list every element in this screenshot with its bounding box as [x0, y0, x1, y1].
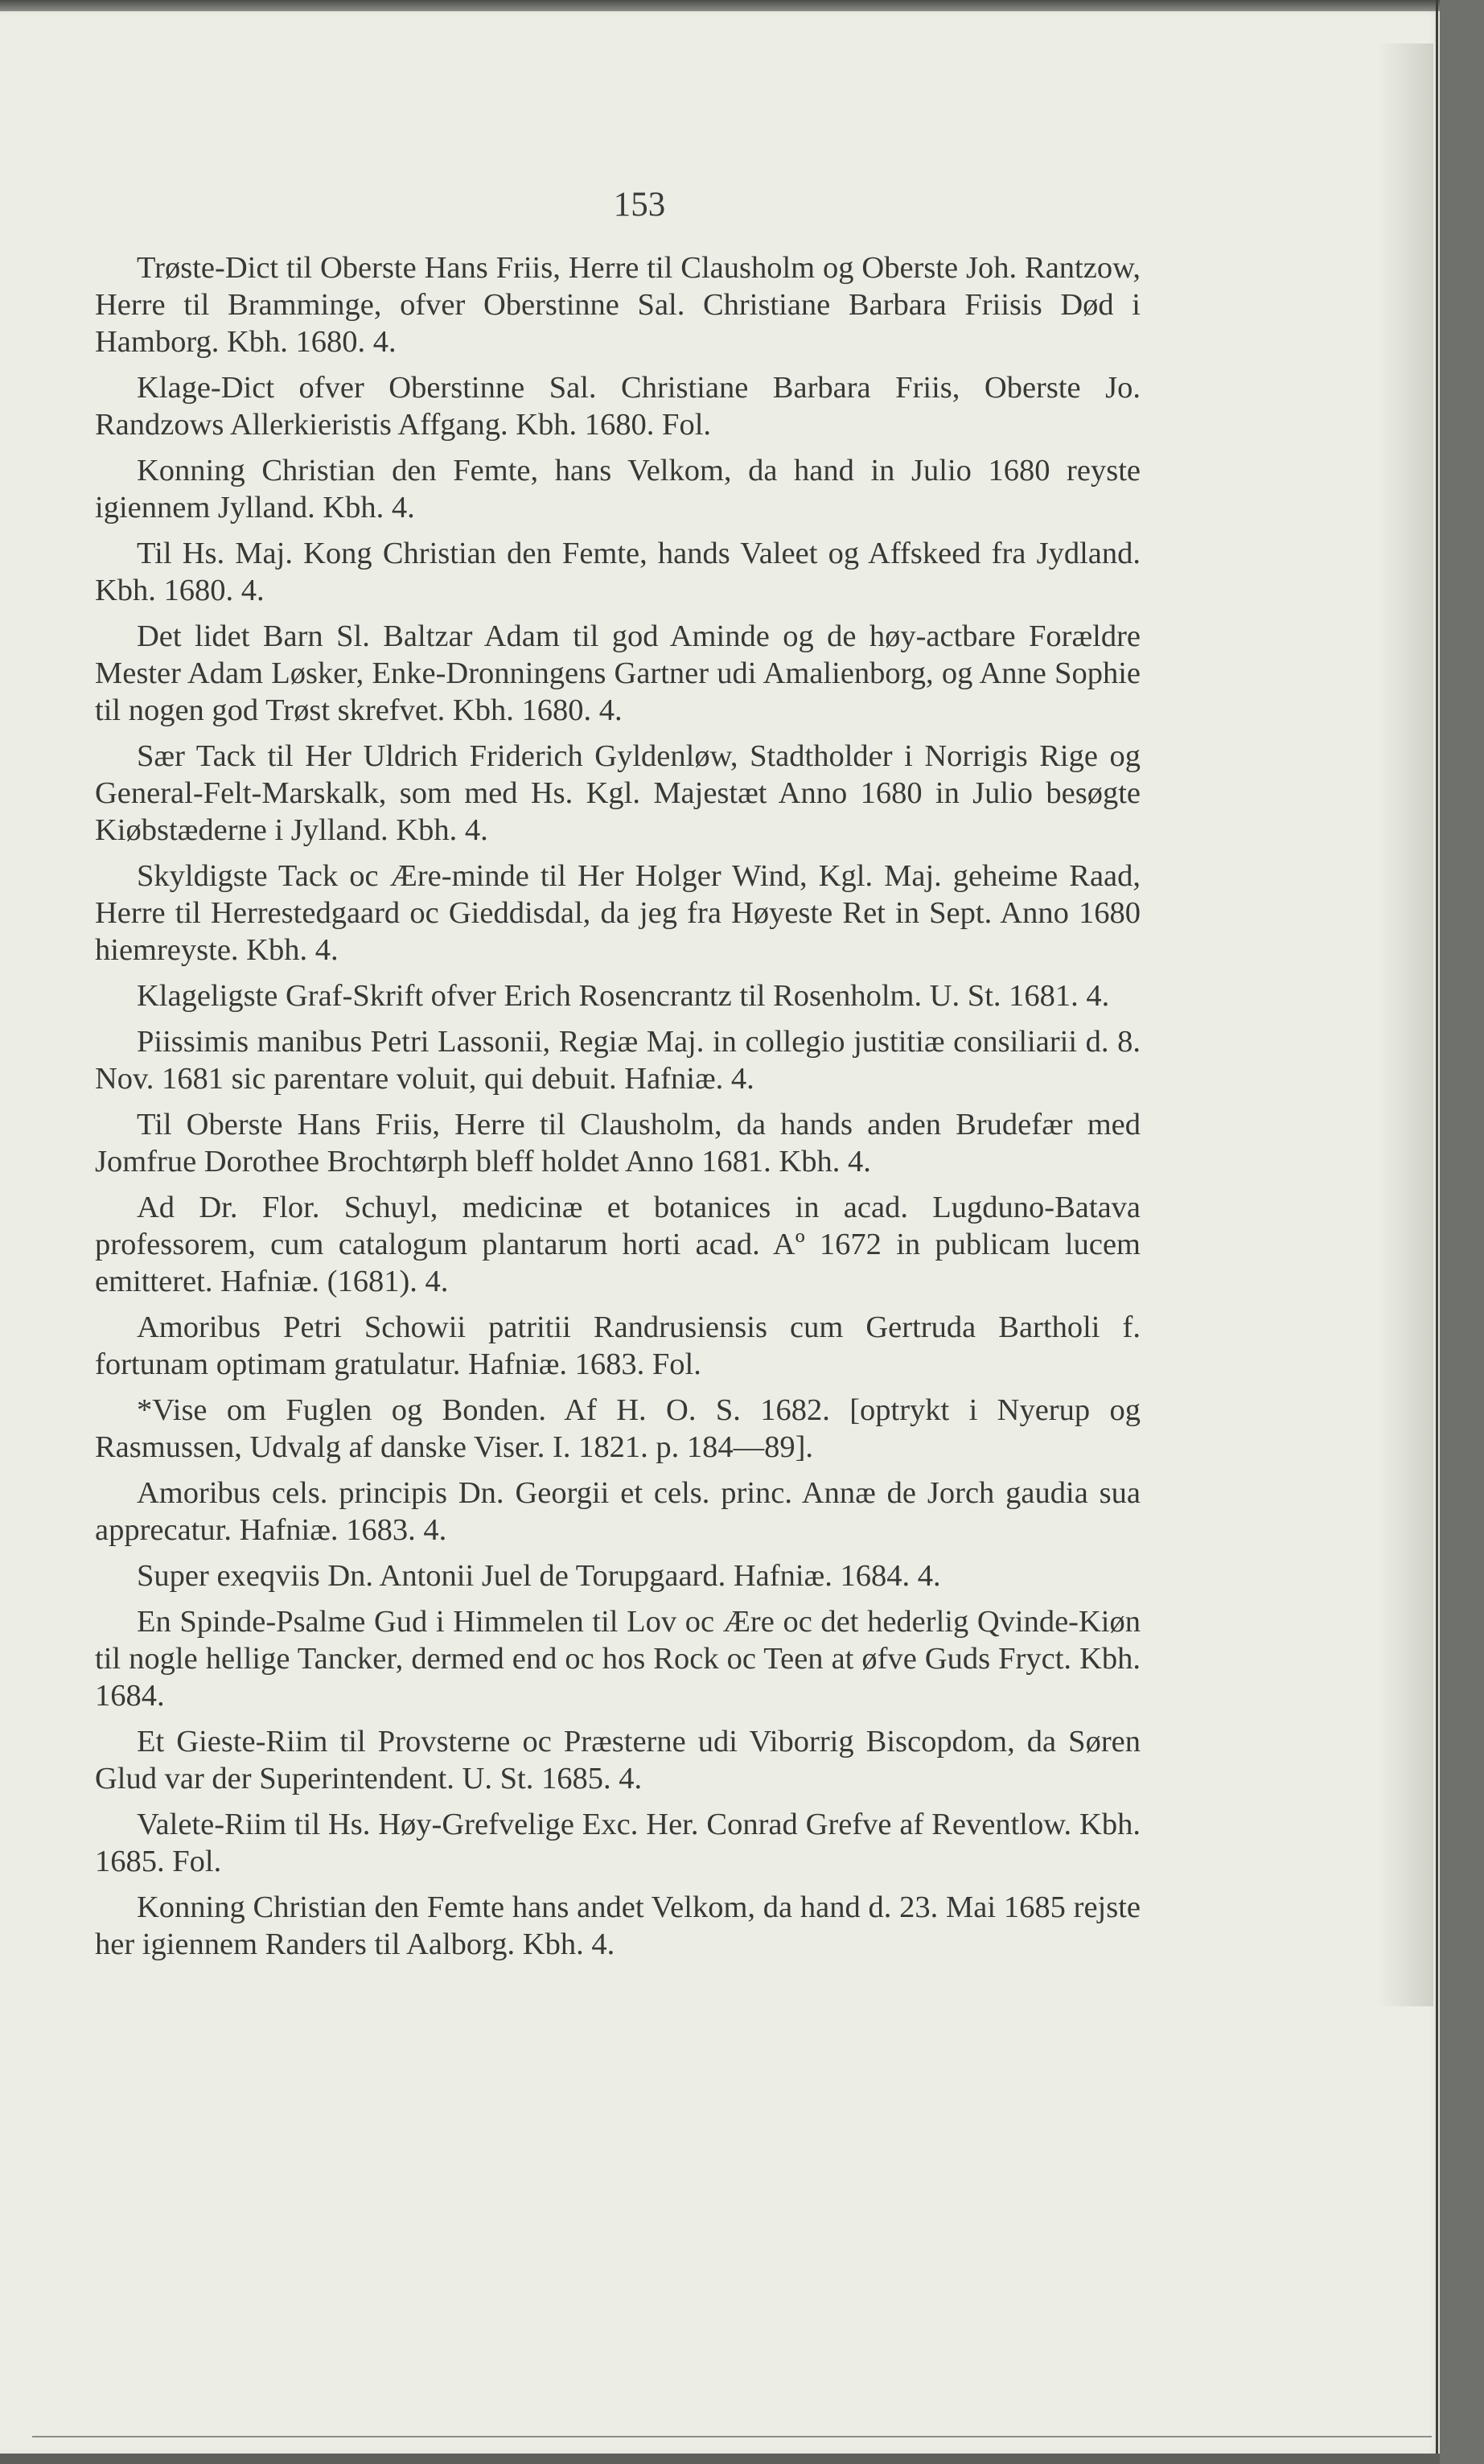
bibliography-entry: Trøste-Dict til Oberste Hans Friis, Herre til Clausholm og Oberste Joh. Rantzow, Herre til Bramminge, ofver Oberstinne Sal. Christiane Barbara Friisis Død i Hamborg. Kbh. 1680. 4.	[95, 251, 1141, 359]
bibliography-entry: Et Gieste-Riim til Provsterne oc Præsterne udi Viborrig Biscopdom, da Søren Glud var der Superintendent. U. St. 1685. 4.	[95, 1725, 1141, 1796]
binding-edge	[1436, 0, 1438, 2464]
bibliography-entry: Klageligste Graf-Skrift ofver Erich Rosencrantz til Rosenholm. U. St. 1681. 4.	[137, 979, 1110, 1013]
bibliography-entry: Til Hs. Maj. Kong Christian den Femte, hands Valeet og Affskeed fra Jydland. Kbh. 1680. 4.	[95, 537, 1141, 607]
bibliography-entry: Konning Christian den Femte hans andet Velkom, da hand d. 23. Mai 1685 rejste her igiennem Randers til Aalborg. Kbh. 4.	[95, 1890, 1141, 1961]
bibliography-entry: Klage-Dict ofver Oberstinne Sal. Christiane Barbara Friis, Oberste Jo. Randzows Allerkieristis Affgang. Kbh. 1680. Fol.	[95, 371, 1141, 442]
bibliography-entry: Til Oberste Hans Friis, Herre til Clausholm, da hands anden Brudefær med Jomfrue Dorothee Brochtørph bleff holdet Anno 1681. Kbh. 4.	[95, 1108, 1141, 1179]
bibliography-list	[95, 249, 1141, 1972]
bibliography-entry: Konning Christian den Femte, hans Velkom, da hand in Julio 1680 reyste igiennem Jylland. Kbh. 4.	[95, 454, 1141, 524]
bottom-rule	[32, 2436, 1432, 2437]
bibliography-entry: *Vise om Fuglen og Bonden. Af H. O. S. 1682. [optrykt i Nyerup og Rasmussen, Udvalg af danske Viser. I. 1821. p. 184—89].	[95, 1393, 1141, 1464]
page-bottom-edge	[0, 2454, 1440, 2464]
page-top-edge	[0, 0, 1440, 11]
bibliography-entry: En Spinde-Psalme Gud i Himmelen til Lov oc Ære oc det hederlig Qvinde-Kiøn til nogle hellige Tancker, dermed end oc hos Rock oc Teen at øfve Guds Fryct. Kbh. 1684.	[95, 1605, 1141, 1713]
bibliography-entry: Valete-Riim til Hs. Høy-Grefvelige Exc. Her. Conrad Grefve af Reventlow. Kbh. 1685. Fol.	[95, 1808, 1141, 1878]
bibliography-entry: Super exeqviis Dn. Antonii Juel de Torupgaard. Hafniæ. 1684. 4.	[137, 1559, 941, 1593]
bibliography-entry: Amoribus Petri Schowii patritii Randrusiensis cum Gertruda Bartholi f. fortunam optimam gratulatur. Hafniæ. 1683. Fol.	[95, 1310, 1141, 1381]
bibliography-entry: Piissimis manibus Petri Lassonii, Regiæ Maj. in collegio justitiæ consiliarii d. 8. Nov. 1681 sic parentare voluit, qui debuit. Hafniæ. 4.	[95, 1025, 1141, 1096]
bibliography-entry: Amoribus cels. principis Dn. Georgii et cels. princ. Annæ de Jorch gaudia sua apprecatur. Hafniæ. 1683. 4.	[95, 1476, 1141, 1547]
bibliography-entry: Det lidet Barn Sl. Baltzar Adam til god Aminde og de høy-actbare Forældre Mester Adam Løsker, Enke-Dronningens Gartner udi Amalienborg, og Anne Sophie til nogen god Trøst skrefvet. Kbh. 1680. 4.	[95, 619, 1141, 727]
page-number: 153	[613, 186, 666, 224]
bibliography-entry: Ad Dr. Flor. Schuyl, medicinæ et botanices in acad. Lugduno-Batava professorem, cum catalogum plantarum horti acad. Aº 1672 in publicam lucem emitteret. Hafniæ. (1681). 4.	[95, 1191, 1141, 1298]
paper-leaf	[0, 11, 1440, 2454]
bibliography-entry: Skyldigste Tack oc Ære-minde til Her Holger Wind, Kgl. Maj. geheime Raad, Herre til Herrestedgaard oc Gieddisdal, da jeg fra Høyeste Ret in Sept. Anno 1680 hiemreyste. Kbh. 4.	[95, 859, 1141, 967]
show-through-bleed	[1377, 43, 1433, 2006]
bibliography-entry: Sær Tack til Her Uldrich Friderich Gyldenløw, Stadtholder i Norrigis Rige og General-Felt-Marskalk, som med Hs. Kgl. Majestæt Anno 1680 in Julio besøgte Kiøbstæderne i Jylland. Kbh. 4.	[95, 739, 1141, 847]
